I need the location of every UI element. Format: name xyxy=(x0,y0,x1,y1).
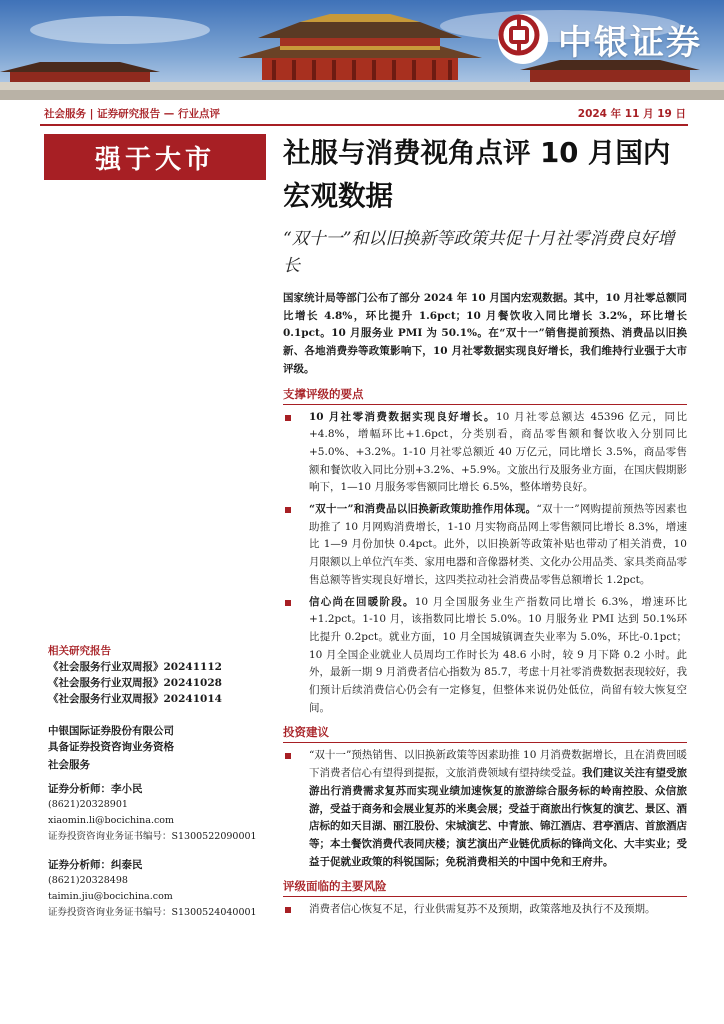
bullet-lead: “双十一”和消费品以旧换新政策助推作用体现。 xyxy=(309,503,537,516)
analyst-cert: 证券投资咨询业务证书编号：S1300524040001 xyxy=(48,907,257,918)
bullet-bold-text: 我们建议关注有望受旅游出行消费需求复苏而实现业绩加速恢复的旅游综合服务标的岭南控股、众信旅游，受益于商务和会展业复苏的米奥会展；受益于商旅出行恢复的演艺、景区、酒店标的如天目湖、丽江股份、宋城演艺、中青旅、锦江酒店、君亭酒店、首旅酒店等；本土餐饮消费代表同庆楼；演艺演出产业链优质标的锋尚文化、大丰实业；受益于促就业政策的科锐国际；免税消费相关的中国中免和王府井。 xyxy=(309,767,687,868)
main-content xyxy=(283,132,687,919)
bullet-text: 10 月社零总额达 45396 亿元，同比+4.8%，增幅环比+1.6pct，分类别看，商品零售额和餐饮收入分别同比+5.0%、+3.2%。1-10 月社零总额近 40 万亿元，同比增长 3.5%，商品零售额和餐饮收入同比分别+3.2%、+5.9%。文旅出行及服务业方面，在国庆假期影响下，1—10 月服务零售额同比增长 6.5%，整体增势良好。 xyxy=(309,410,687,494)
related-report-item[interactable]: 《社会服务行业双周报》20241112 xyxy=(48,661,222,673)
analyst-email[interactable]: taimin.jiu@bocichina.com xyxy=(48,891,173,902)
bullet-square-icon xyxy=(285,415,291,421)
header-banner xyxy=(0,0,724,100)
bullet-lead: 信心尚在回暖阶段。 xyxy=(309,595,415,608)
report-header xyxy=(0,100,724,126)
analyst-phone: (8621)20328498 xyxy=(48,875,128,886)
related-report-item[interactable]: 《社会服务行业双周报》20241014 xyxy=(48,693,222,705)
rating-badge: 强于大市 xyxy=(44,134,266,180)
header-divider xyxy=(40,124,688,126)
brand-logo xyxy=(498,14,702,64)
bullet-square-icon xyxy=(285,507,291,513)
bullet-text: 消费者信心恢复不足，行业供需复苏不及预期，政策落地及执行不及预期。 xyxy=(309,903,656,916)
brand-name: 中银证券 xyxy=(558,22,702,63)
list-item xyxy=(283,747,687,871)
analyst-cert: 证券投资咨询业务证书编号：S1300522090001 xyxy=(48,831,257,842)
sidebar-info xyxy=(48,643,270,921)
section-divider xyxy=(283,742,687,743)
list-item xyxy=(283,901,687,919)
report-date: 2024 年 11 月 19 日 xyxy=(577,107,686,120)
list-item xyxy=(283,409,687,498)
section-heading-rating-points: 支撑评级的要点 xyxy=(283,386,364,401)
analyst-email[interactable]: xiaomin.li@bocichina.com xyxy=(48,815,175,826)
section-divider xyxy=(283,896,687,897)
report-subtitle: “双十一”和以旧换新等政策共促十月社零消费良好增长 xyxy=(283,229,675,276)
list-item xyxy=(283,501,687,590)
analyst-name: 证券分析师：纠泰民 xyxy=(48,859,143,871)
bullet-lead: 10 月社零消费数据实现良好增长。 xyxy=(309,410,496,423)
list-item xyxy=(283,594,687,718)
related-report-item[interactable]: 《社会服务行业双周报》20241028 xyxy=(48,677,222,689)
institution-qualification: 具备证券投资咨询业务资格 xyxy=(48,741,174,753)
bullet-text: “双十一”网购提前预热等因素也助推了 10 月网购消费增长，1-10 月实物商品网上零售额同比增长 8.3%，增速比 1—9 月份加快 0.4pct。此外，以旧换新等政策补贴也带动了相关消费，10 月限额以上单位汽车类、家用电器和音像器材类、文化办公用品类、家具类商品零售总额等皆实现良好增长，这四类拉动社会消费品零售总额增长 1.2pct。 xyxy=(309,503,687,586)
analyst-phone: (8621)20328901 xyxy=(48,799,128,810)
bullet-square-icon xyxy=(285,600,291,606)
related-reports-title: 相关研究报告 xyxy=(48,645,111,657)
section-heading-risks: 评级面临的主要风险 xyxy=(283,879,387,894)
analyst-name: 证券分析师：李小民 xyxy=(48,783,143,795)
section-heading-investment: 投资建议 xyxy=(283,725,329,740)
institution-name: 中银国际证券股份有限公司 xyxy=(48,725,174,737)
report-summary: 国家统计局等部门公布了部分 2024 年 10 月国内宏观数据。其中，10 月社零总额同比增长 4.8%，环比提升 1.6pct；10 月餐饮收入同比增长 3.2%，环比增长 0.1pct。10 月服务业 PMI 为 50.1%。在“双十一”销售提前预热、消费品以旧换新、各地消费券等政策影响下，10 月社零数据实现良好增长，我们维持行业强于大市评级。 xyxy=(283,292,687,375)
sector-label: 社会服务 xyxy=(48,759,90,771)
report-title: 社服与消费视角点评 10 月国内宏观数据 xyxy=(283,137,671,212)
bullet-square-icon xyxy=(285,753,291,759)
breadcrumb: 社会服务 | 证券研究报告 — 行业点评 xyxy=(44,107,220,120)
bullet-text: 10 月全国服务业生产指数同比增长 6.3%，增速环比+1.2pct。1-10 月，该指数同比增长 5.0%。10 月服务业 PMI 达到 50.1%环比提升 0.2pct。就业方面，10 月全国城镇调查失业率为 5.0%，环比-0.1pct；10 月全国企业就业人员周均工作时长为 48.6 小时，较 9 月下降 0.2 小时。此外，最新一期 9 月消费者信心指数为 85.7，考虑十月社零消费数据表现较好，我们预计后续消费信心仍会有一定修复，但整体来说仍处低位，尚留有较大恢复空间。 xyxy=(309,595,687,714)
boc-logo-icon xyxy=(498,14,548,64)
bullet-text: “双十一”预热销售、以旧换新政策等因素助推 10 月消费数据增长，且在消费回暖下消费者信心有望得到提振，文旅消费领域有望持续受益。 xyxy=(309,749,687,780)
bullet-square-icon xyxy=(285,907,291,913)
section-divider xyxy=(283,404,687,405)
